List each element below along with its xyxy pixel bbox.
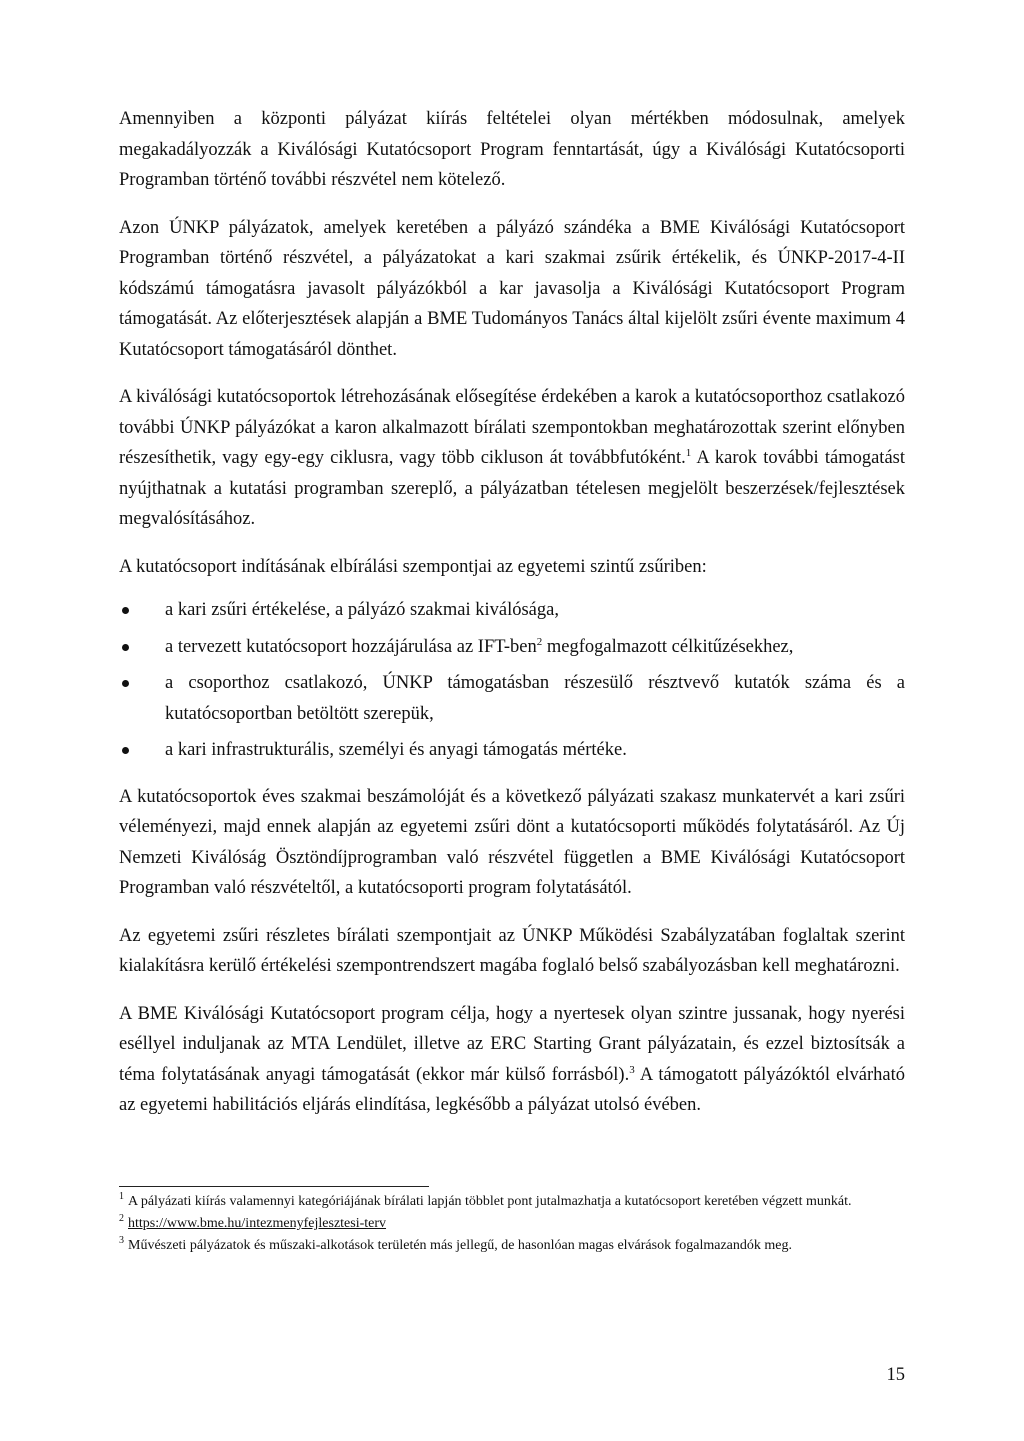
footnote-ref-1: 1 [685,446,692,459]
list-item-text: a kari zsűri értékelése, a pályázó szakmai kiválósága, [165,600,559,620]
criteria-list [119,595,905,766]
list-item-text: a kari infrastrukturális, személyi és anyagi támogatás mértéke. [165,740,627,760]
footnote-text: A pályázati kiírás valamennyi kategóriájának bírálati lapján többlet pont jutalmazhatja a kutatócsoport keretében végzett munkát. [128,1194,852,1209]
footnotes [119,1192,905,1258]
list-item [119,668,905,729]
footnote-divider [119,1186,429,1187]
paragraph-7 [119,999,905,1121]
bullet-icon [122,747,129,754]
footnote-2 [119,1214,905,1233]
list-item-text: a csoporthoz csatlakozó, ÚNKP támogatásban részesülő résztvevő kutatók száma és a kutatócsoportban betöltött szerepük, [165,673,905,724]
paragraph-6: Az egyetemi zsűri részletes bírálati szempontjait az ÚNKP Működési Szabályzatában foglaltak szerint kialakításra kerülő értékelési szempontrendszert magába foglaló belső szabályozásban kell meghatározni. [119,925,905,976]
footnote-ref-2: 2 [536,635,543,648]
bullet-icon [122,607,129,614]
paragraph-5: A kutatócsoportok éves szakmai beszámolóját és a következő pályázati szakasz munkatervét a kari zsűri véleményezi, majd ennek alapján az egyetemi zsűri dönt a kutatócsoporti működés folytatásáról. Az Új Nemzeti Kiválóság Ösztöndíjprogramban való részvétel független a BME Kiválósági Kutatócsoport Programban való részvételtől, a kutatócsoporti program folytatásától. [119,786,905,898]
paragraph-7-text-a: A BME Kiválósági Kutatócsoport program célja, hogy a nyertesek olyan szintre jussanak, hogy nyerési eséllyel induljanak az MTA Lendület, illetve az ERC Starting Grant pályázatain, és ezzel biztosítsák a téma folytatásának anyagi támogatását (ekkor már külső forrásból). [119,1003,905,1085]
list-item-text-a: a tervezett kutatócsoport hozzájárulása az IFT-ben [165,636,537,657]
list-item [119,632,905,663]
footnote-1 [119,1192,905,1211]
page-number: 15 [886,1365,905,1385]
footnote-text: Művészeti pályázatok és műszaki-alkotások területén más jellegű, de hasonlóan magas elvárások fogalmazandók meg. [128,1238,792,1253]
footnote-number: 2 [119,1213,124,1225]
paragraph-1: Amennyiben a központi pályázat kiírás feltételei olyan mértékben módosulnak, amelyek megakadályozzák a Kiválósági Kutatócsoport Program fenntartását, úgy a Kiválósági Kutatócsoporti Programban történő további részvétel nem kötelező. [119,109,905,190]
footnote-ref-3: 3 [629,1063,635,1076]
body-text [119,104,905,1138]
paragraph-3-text-b: A karok további támogatást nyújthatnak a kutatási programban szereplő, a pályázatban tételesen megjelölt beszerzések/fejlesztések megvalósításához. [119,448,906,529]
footnote-number: 3 [119,1235,124,1247]
bullet-icon [122,680,129,687]
paragraph-3-text-a: A kiválósági kutatócsoportok létrehozásának elősegítése érdekében a karok a kutatócsoporthoz csatlakozó további ÚNKP pályázókat a karon alkalmazott bírálati szempontokban meghatározottak szerint előnyben részesíthetik, vagy egy-egy ciklusra, vagy több cikluson át továbbfutóként. [119,387,905,468]
list-item [119,735,905,766]
paragraph-7-text-b: A támogatott pályázóktól elvárható az egyetemi habilitációs eljárás elindítása, legkésőbb a pályázat utolsó évében. [119,1064,905,1115]
paragraph-3 [119,382,905,535]
list-item [119,595,905,626]
footnote-link[interactable]: https://www.bme.hu/intezmenyfejlesztesi-terv [128,1216,387,1231]
paragraph-4: A kutatócsoport indításának elbírálási szempontjai az egyetemi szintű zsűriben: [119,556,707,577]
bullet-icon [122,644,129,651]
footnote-number: 1 [119,1191,124,1203]
footnote-3 [119,1236,905,1255]
paragraph-2: Azon ÚNKP pályázatok, amelyek keretében a pályázó szándéka a BME Kiválósági Kutatócsoport Programban történő részvétel, a pályázatokat a kari szakmai zsűrik értékelik, és ÚNKP-2017-4-II kódszámú támogatásra javasolt pályázókból a kar javasolja a Kiválósági Kutatócsoport Program támogatását. Az előterjesztések alapján a BME Tudományos Tanács által kijelölt zsűri évente maximum 4 Kutatócsoport támogatásáról dönthet. [119,217,905,360]
list-item-text-b: megfogalmazott célkitűzésekhez, [542,636,794,657]
